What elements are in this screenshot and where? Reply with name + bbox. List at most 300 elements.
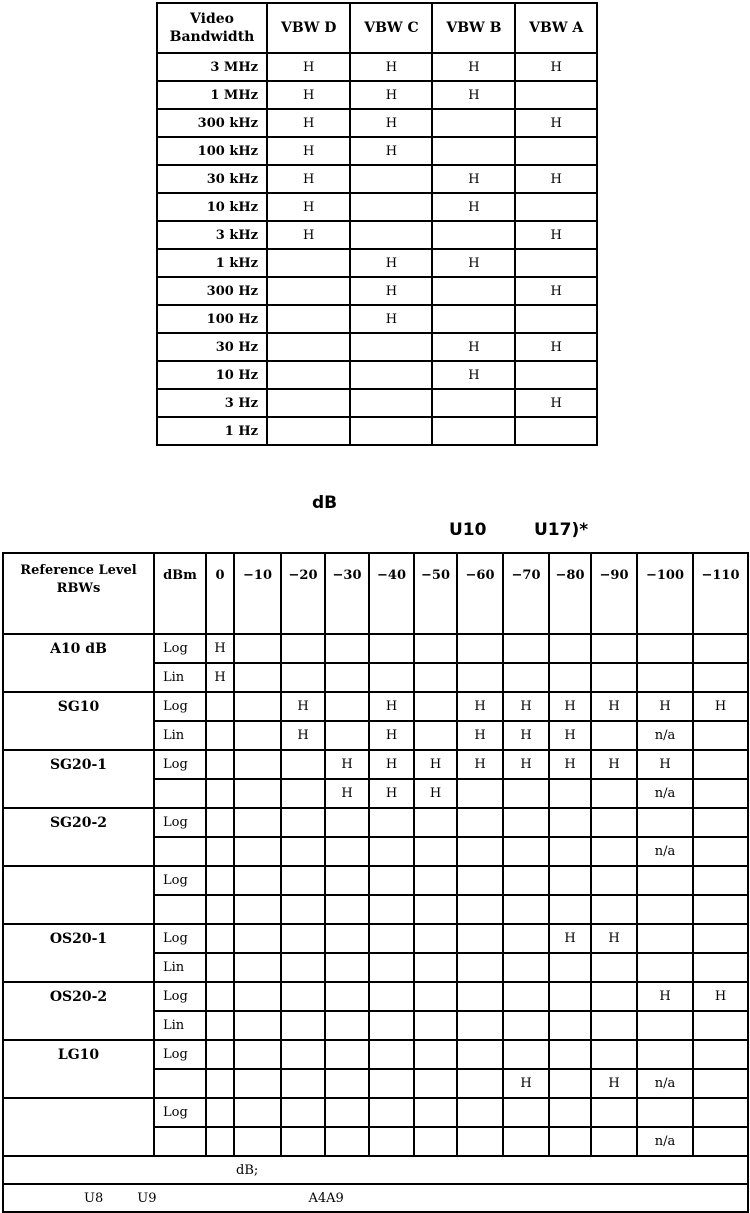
ref-cell <box>414 953 457 982</box>
bandwidth-label: 1 Hz <box>157 417 267 445</box>
mode-label <box>154 837 206 866</box>
ref-cell <box>591 953 637 982</box>
ref-cell <box>637 866 693 895</box>
mode-label: Log <box>154 866 206 895</box>
ref-cell <box>281 779 325 808</box>
vbw-row <box>157 221 597 249</box>
ref-cell <box>281 634 325 663</box>
ref-cell <box>591 895 637 924</box>
vbw-header-row <box>157 3 597 53</box>
vbw-cell: H <box>432 333 515 361</box>
vbw-cell: H <box>515 165 597 193</box>
ref-cell <box>369 982 414 1011</box>
ref-cell <box>693 1040 748 1069</box>
ref-cell <box>325 1098 369 1127</box>
ref-cell <box>414 692 457 721</box>
ref-cell: H <box>503 692 549 721</box>
ref-header-row <box>3 553 748 634</box>
ref-cell <box>549 1069 591 1098</box>
vbw-cell <box>267 389 350 417</box>
level-header-9: −90 <box>591 553 637 634</box>
ref-header-line2: RBWs <box>56 581 101 596</box>
vbw-cell: H <box>267 81 350 109</box>
ref-cell <box>325 1127 369 1156</box>
ref-cell: H <box>414 750 457 779</box>
ref-cell <box>591 837 637 866</box>
vbw-row <box>157 81 597 109</box>
vbw-cell <box>432 417 515 445</box>
vbw-cell: H <box>267 193 350 221</box>
footnote-db: dB; <box>3 1156 748 1184</box>
ref-cell <box>457 1040 503 1069</box>
vbw-row <box>157 165 597 193</box>
ref-cell <box>693 1098 748 1127</box>
vbw-cell: H <box>432 165 515 193</box>
ref-cell <box>234 721 281 750</box>
ref-cell <box>549 1098 591 1127</box>
ref-row <box>3 924 748 953</box>
ref-cell <box>369 663 414 692</box>
ref-cell: H <box>591 924 637 953</box>
level-header-1: −10 <box>234 553 281 634</box>
ref-cell <box>503 866 549 895</box>
ref-cell: n/a <box>637 1127 693 1156</box>
mode-label <box>154 895 206 924</box>
ref-row <box>3 866 748 895</box>
ref-row <box>3 634 748 663</box>
ref-cell <box>206 953 234 982</box>
vbw-cell <box>350 333 432 361</box>
ref-cell <box>549 953 591 982</box>
ref-cell <box>693 721 748 750</box>
header-line2: Bandwidth <box>169 29 255 45</box>
ref-cell <box>206 1011 234 1040</box>
ref-cell <box>206 779 234 808</box>
ref-cell <box>281 982 325 1011</box>
vbw-cell <box>267 417 350 445</box>
vbw-cell <box>432 277 515 305</box>
ref-cell <box>457 895 503 924</box>
ref-cell <box>457 1127 503 1156</box>
ref-cell <box>457 1069 503 1098</box>
ref-cell <box>325 1011 369 1040</box>
mode-label <box>154 779 206 808</box>
ref-row <box>3 750 748 779</box>
mode-label <box>154 1127 206 1156</box>
ref-cell <box>234 866 281 895</box>
ref-cell <box>281 1127 325 1156</box>
ref-cell <box>693 953 748 982</box>
vbw-row <box>157 305 597 333</box>
vbw-cell <box>267 277 350 305</box>
reference-level-table <box>2 552 749 1213</box>
header-line1: Video <box>190 11 234 27</box>
level-header-2: −20 <box>281 553 325 634</box>
ref-cell <box>234 1127 281 1156</box>
ref-cell <box>503 895 549 924</box>
vbw-cell <box>350 221 432 249</box>
ref-cell <box>206 837 234 866</box>
ref-cell <box>457 866 503 895</box>
ref-cell <box>325 866 369 895</box>
mode-label: Log <box>154 750 206 779</box>
vbw-cell: H <box>432 53 515 81</box>
ref-cell <box>325 1040 369 1069</box>
ref-cell <box>693 750 748 779</box>
ref-cell <box>369 1011 414 1040</box>
group-label: SG20-1 <box>3 750 154 808</box>
vbw-cell: H <box>350 53 432 81</box>
vbw-table-body <box>157 3 597 445</box>
ref-cell: n/a <box>637 837 693 866</box>
vbw-cell: H <box>350 305 432 333</box>
ref-cell: H <box>503 1069 549 1098</box>
level-header-11: −110 <box>693 553 748 634</box>
ref-cell <box>281 924 325 953</box>
ref-header-line1: Reference Level <box>20 563 137 578</box>
ref-cell: H <box>591 692 637 721</box>
ref-cell <box>281 1040 325 1069</box>
ref-cell <box>503 924 549 953</box>
ref-cell <box>325 837 369 866</box>
ref-cell <box>325 1069 369 1098</box>
bandwidth-label: 3 Hz <box>157 389 267 417</box>
ref-cell: H <box>206 663 234 692</box>
ref-cell: H <box>693 692 748 721</box>
ref-cell <box>457 634 503 663</box>
caption-u17: U17)* <box>534 520 589 540</box>
ref-cell <box>549 982 591 1011</box>
vbw-cell: H <box>432 81 515 109</box>
ref-row <box>3 1040 748 1069</box>
footnote-row <box>3 1156 748 1184</box>
group-label: SG10 <box>3 692 154 750</box>
ref-cell: H <box>369 779 414 808</box>
mode-label <box>154 1069 206 1098</box>
vbw-cell: H <box>432 193 515 221</box>
level-header-3: −30 <box>325 553 369 634</box>
mode-label: Lin <box>154 1011 206 1040</box>
ref-cell <box>234 750 281 779</box>
vbw-row <box>157 249 597 277</box>
vbw-row <box>157 53 597 81</box>
vbw-cell: H <box>267 53 350 81</box>
ref-cell: H <box>281 721 325 750</box>
bandwidth-label: 30 Hz <box>157 333 267 361</box>
ref-row <box>3 1098 748 1127</box>
level-header-6: −60 <box>457 553 503 634</box>
ref-cell <box>281 1011 325 1040</box>
ref-cell <box>637 1040 693 1069</box>
part-u8: U8 <box>84 1190 104 1206</box>
ref-cell: H <box>693 982 748 1011</box>
ref-cell <box>591 634 637 663</box>
ref-cell: H <box>325 779 369 808</box>
vbw-cell: H <box>515 109 597 137</box>
ref-cell <box>591 982 637 1011</box>
video-bandwidth-table <box>156 2 598 446</box>
ref-cell <box>325 895 369 924</box>
caption-u10: U10 <box>449 520 487 540</box>
bandwidth-label: 100 Hz <box>157 305 267 333</box>
vbw-c-header: VBW C <box>350 3 432 53</box>
ref-cell <box>281 1098 325 1127</box>
part-u9: U9 <box>137 1190 157 1206</box>
vbw-cell: H <box>350 249 432 277</box>
ref-cell: n/a <box>637 721 693 750</box>
ref-cell <box>457 1098 503 1127</box>
ref-cell <box>591 808 637 837</box>
ref-cell <box>591 1098 637 1127</box>
vbw-cell <box>515 249 597 277</box>
level-header-10: −100 <box>637 553 693 634</box>
ref-cell <box>457 982 503 1011</box>
caption-db: dB <box>312 493 338 513</box>
vbw-cell: H <box>267 137 350 165</box>
mode-label: Lin <box>154 953 206 982</box>
ref-cell <box>234 982 281 1011</box>
ref-cell: H <box>591 1069 637 1098</box>
ref-cell <box>234 634 281 663</box>
ref-cell <box>369 953 414 982</box>
ref-cell: H <box>457 750 503 779</box>
ref-cell: H <box>206 634 234 663</box>
vbw-cell: H <box>350 137 432 165</box>
ref-cell <box>693 663 748 692</box>
ref-row <box>3 692 748 721</box>
ref-cell <box>325 692 369 721</box>
ref-cell: H <box>637 982 693 1011</box>
vbw-row <box>157 361 597 389</box>
footnote-parts <box>3 1184 748 1212</box>
ref-cell <box>637 924 693 953</box>
vbw-row <box>157 193 597 221</box>
ref-cell <box>414 1040 457 1069</box>
ref-cell <box>325 808 369 837</box>
ref-cell <box>369 808 414 837</box>
ref-cell <box>549 1040 591 1069</box>
vbw-cell <box>515 137 597 165</box>
ref-cell <box>693 924 748 953</box>
ref-cell <box>503 663 549 692</box>
ref-cell <box>693 1069 748 1098</box>
ref-cell <box>206 721 234 750</box>
ref-cell <box>369 924 414 953</box>
vbw-cell: H <box>350 277 432 305</box>
vbw-row <box>157 277 597 305</box>
reference-table-body <box>3 553 748 1212</box>
ref-cell <box>591 721 637 750</box>
vbw-cell: H <box>267 165 350 193</box>
mode-label: Log <box>154 692 206 721</box>
ref-cell <box>325 721 369 750</box>
bandwidth-label: 3 kHz <box>157 221 267 249</box>
group-label <box>3 1098 154 1156</box>
ref-cell <box>281 866 325 895</box>
ref-cell <box>206 1069 234 1098</box>
ref-cell <box>549 779 591 808</box>
ref-cell <box>549 634 591 663</box>
ref-cell <box>637 663 693 692</box>
ref-cell <box>234 692 281 721</box>
bandwidth-label: 100 kHz <box>157 137 267 165</box>
ref-cell <box>693 866 748 895</box>
ref-cell <box>503 808 549 837</box>
vbw-cell: H <box>432 361 515 389</box>
ref-cell <box>414 837 457 866</box>
ref-cell <box>325 924 369 953</box>
group-label: OS20-2 <box>3 982 154 1040</box>
ref-cell <box>503 1040 549 1069</box>
ref-cell: H <box>549 924 591 953</box>
ref-cell <box>591 663 637 692</box>
group-label: A10 dB <box>3 634 154 692</box>
vbw-cell <box>267 361 350 389</box>
ref-cell: H <box>503 750 549 779</box>
vbw-row <box>157 137 597 165</box>
ref-cell <box>206 808 234 837</box>
mode-label: Log <box>154 982 206 1011</box>
level-header-8: −80 <box>549 553 591 634</box>
ref-cell <box>549 895 591 924</box>
vbw-cell <box>432 137 515 165</box>
ref-cell <box>281 953 325 982</box>
ref-cell <box>281 750 325 779</box>
ref-cell <box>281 837 325 866</box>
ref-cell <box>206 1127 234 1156</box>
vbw-cell: H <box>350 109 432 137</box>
ref-cell <box>369 1098 414 1127</box>
ref-cell <box>503 982 549 1011</box>
vbw-row <box>157 333 597 361</box>
ref-cell <box>549 1011 591 1040</box>
mode-label: Log <box>154 1098 206 1127</box>
ref-cell <box>549 866 591 895</box>
vbw-cell: H <box>350 81 432 109</box>
vbw-cell <box>515 361 597 389</box>
vbw-cell <box>432 389 515 417</box>
vbw-row <box>157 109 597 137</box>
ref-cell <box>693 895 748 924</box>
ref-cell: H <box>369 692 414 721</box>
ref-cell <box>549 663 591 692</box>
ref-cell <box>206 924 234 953</box>
ref-cell <box>414 663 457 692</box>
ref-cell <box>206 750 234 779</box>
ref-cell <box>369 634 414 663</box>
ref-cell <box>503 837 549 866</box>
ref-cell <box>549 1127 591 1156</box>
vbw-cell <box>350 361 432 389</box>
bandwidth-label: 10 kHz <box>157 193 267 221</box>
vbw-cell: H <box>515 389 597 417</box>
ref-cell <box>234 837 281 866</box>
ref-cell <box>234 1098 281 1127</box>
ref-cell: H <box>325 750 369 779</box>
ref-cell <box>234 663 281 692</box>
ref-cell: H <box>281 692 325 721</box>
bandwidth-label: 30 kHz <box>157 165 267 193</box>
vbw-cell: H <box>267 109 350 137</box>
ref-cell <box>414 1011 457 1040</box>
ref-cell: H <box>549 750 591 779</box>
ref-cell <box>549 808 591 837</box>
ref-cell <box>325 634 369 663</box>
ref-cell <box>369 1127 414 1156</box>
ref-cell <box>637 1011 693 1040</box>
vbw-cell: H <box>515 333 597 361</box>
vbw-cell: H <box>515 53 597 81</box>
vbw-cell <box>515 193 597 221</box>
vbw-cell <box>432 305 515 333</box>
ref-cell <box>206 692 234 721</box>
ref-cell <box>637 634 693 663</box>
ref-cell <box>693 779 748 808</box>
ref-cell <box>591 1127 637 1156</box>
ref-cell <box>206 982 234 1011</box>
ref-cell <box>693 1127 748 1156</box>
ref-cell <box>234 953 281 982</box>
ref-cell <box>234 779 281 808</box>
bandwidth-label: 300 kHz <box>157 109 267 137</box>
ref-cell <box>281 895 325 924</box>
ref-cell <box>503 1098 549 1127</box>
vbw-cell: H <box>515 221 597 249</box>
ref-cell <box>414 808 457 837</box>
ref-cell: H <box>591 750 637 779</box>
ref-cell: H <box>457 721 503 750</box>
ref-cell: H <box>637 750 693 779</box>
vbw-row <box>157 417 597 445</box>
ref-cell <box>457 924 503 953</box>
vbw-cell <box>350 389 432 417</box>
ref-cell <box>637 953 693 982</box>
ref-cell <box>503 634 549 663</box>
group-label: LG10 <box>3 1040 154 1098</box>
ref-cell <box>637 895 693 924</box>
ref-cell <box>206 1098 234 1127</box>
ref-cell <box>414 895 457 924</box>
ref-cell <box>591 1011 637 1040</box>
ref-cell <box>414 866 457 895</box>
ref-cell <box>591 779 637 808</box>
bandwidth-label: 300 Hz <box>157 277 267 305</box>
level-header-0: 0 <box>206 553 234 634</box>
ref-row <box>3 808 748 837</box>
level-header-7: −70 <box>503 553 549 634</box>
ref-cell <box>234 895 281 924</box>
vbw-cell <box>267 305 350 333</box>
ref-cell <box>414 982 457 1011</box>
mode-label: Log <box>154 634 206 663</box>
ref-cell <box>503 1127 549 1156</box>
ref-cell <box>369 895 414 924</box>
bandwidth-label: 1 kHz <box>157 249 267 277</box>
ref-cell <box>457 663 503 692</box>
ref-cell <box>591 1040 637 1069</box>
part-a4a9: A4A9 <box>308 1190 344 1206</box>
ref-cell <box>206 895 234 924</box>
bandwidth-label: 10 Hz <box>157 361 267 389</box>
vbw-a-header: VBW A <box>515 3 597 53</box>
ref-cell <box>325 953 369 982</box>
mode-label: Log <box>154 808 206 837</box>
mode-label: Lin <box>154 721 206 750</box>
vbw-cell <box>267 333 350 361</box>
vbw-row <box>157 389 597 417</box>
ref-cell <box>281 808 325 837</box>
ref-cell: H <box>457 692 503 721</box>
